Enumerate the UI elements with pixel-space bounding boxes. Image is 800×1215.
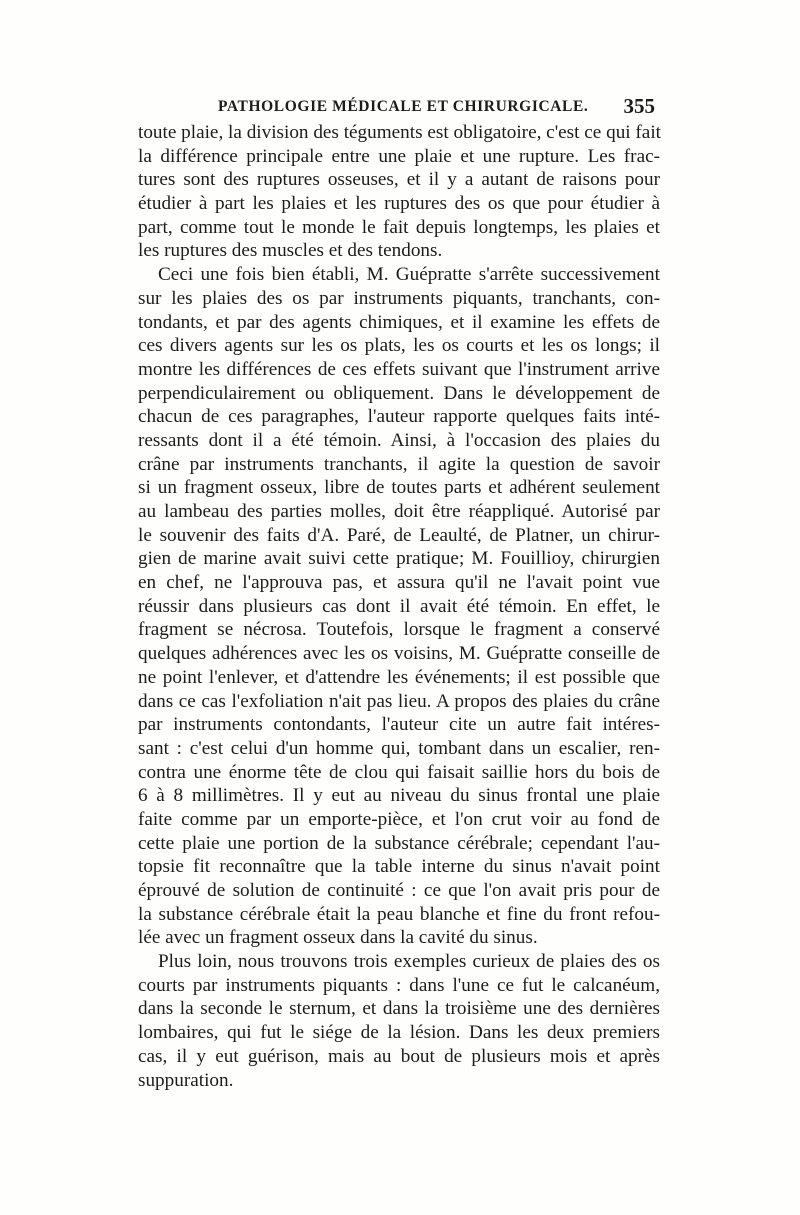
text-line: Plus loin, nous trouvons trois exemples curieux de plaies des os	[158, 951, 660, 973]
text-line: les ruptures des muscles et des tendons.	[138, 240, 443, 262]
text-line: étudier à part les plaies et les ruptures des os que pour étudier à	[138, 193, 660, 215]
text-line: la substance cérébrale était la peau blanche et fine du front refou-	[138, 903, 660, 925]
text-line: ressants dont il a été témoin. Ainsi, à l'occasion des plaies du	[138, 429, 660, 451]
text-line: Ceci une fois bien établi, M. Guépratte s'arrête successivement	[158, 264, 660, 286]
text-line: sant : c'est celui d'un homme qui, tombant dans un escalier, ren-	[138, 737, 660, 759]
text-line: gien de marine avait suivi cette pratique; M. Fouillioy, chirurgien	[138, 548, 660, 570]
text-line: lombaires, qui fut le siége de la lésion. Dans les deux premiers	[138, 1022, 660, 1044]
text-line: si un fragment osseux, libre de toutes parts et adhérent seulement	[138, 477, 660, 499]
running-head	[218, 94, 655, 122]
text-line: perpendiculairement ou obliquement. Dans le développement de	[138, 382, 660, 404]
text-line: sur les plaies des os par instruments piquants, tranchants, con-	[138, 287, 660, 309]
text-line: cette plaie une portion de la substance cérébrale; cependant l'au-	[138, 832, 660, 854]
text-line: chacun de ces paragraphes, l'auteur rapporte quelques faits inté-	[138, 406, 660, 428]
text-line: éprouvé de solution de continuité : ce que l'on avait pris pour de	[138, 880, 660, 901]
text-line: le souvenir des faits d'A. Paré, de Leaulté, de Platner, un chirur-	[138, 524, 660, 546]
text-line: topsie fit reconnaître que la table interne du sinus n'avait point	[138, 856, 660, 878]
page-number: 355	[623, 94, 655, 118]
text-line: crâne par instruments tranchants, il agite la question de savoir	[138, 453, 660, 475]
text-line: ne point l'enlever, et d'attendre les événements; il est possible que	[138, 666, 660, 688]
text-line: tondants, et par des agents chimiques, et il examine les effets de	[138, 311, 660, 333]
text-line: lée avec un fragment osseux dans la cavité du sinus.	[138, 927, 538, 949]
text-line: par instruments contondants, l'auteur cite un autre fait intéres-	[138, 714, 660, 736]
text-line: dans la seconde le sternum, et dans la troisième une des dernières	[138, 998, 660, 1020]
text-line: faite comme par un emporte-pièce, et l'on crut voir au fond de	[138, 808, 660, 830]
text-line: contra une énorme tête de clou qui faisait saillie hors du bois de	[138, 761, 660, 783]
text-line: 6 à 8 millimètres. Il y eut au niveau du sinus frontal une plaie	[138, 785, 660, 807]
text-line: ces divers agents sur les os plats, les os courts et les os longs; il	[138, 335, 660, 357]
text-line: courts par instruments piquants : dans l'une ce fut le calcanéum,	[138, 974, 660, 996]
text-line: au lambeau des parties molles, doit être réappliqué. Autorisé par	[138, 501, 660, 522]
text-line: toute plaie, la division des téguments est obligatoire, c'est ce qui fait	[138, 122, 661, 143]
text-line: fragment se nécrosa. Toutefois, lorsque le fragment a conservé	[138, 619, 660, 641]
text-line: suppuration.	[138, 1069, 234, 1091]
text-line: en chef, ne l'approuva pas, et assura qu'il ne l'avait point vue	[138, 572, 660, 594]
text-line: cas, il y eut guérison, mais au bout de plusieurs mois et après	[138, 1045, 660, 1067]
text-line: réussir dans plusieurs cas dont il avait été témoin. En effet, le	[138, 595, 660, 617]
text-line: tures sont des ruptures osseuses, et il y a autant de raisons pour	[138, 169, 660, 191]
text-line: montre les différences de ces effets suivant que l'instrument arrive	[138, 358, 660, 380]
body-text	[138, 121, 660, 1092]
text-line: la différence principale entre une plaie et une rupture. Les frac-	[138, 145, 660, 167]
text-line: dans ce cas l'exfoliation n'ait pas lieu. A propos des plaies du crâne	[138, 690, 660, 712]
running-title: PATHOLOGIE MÉDICALE ET CHIRURGICALE.	[218, 98, 589, 115]
text-line: quelques adhérences avec les os voisins, M. Guépratte conseille de	[138, 643, 660, 665]
text-line: part, comme tout le monde le fait depuis longtemps, les plaies et	[138, 216, 660, 238]
